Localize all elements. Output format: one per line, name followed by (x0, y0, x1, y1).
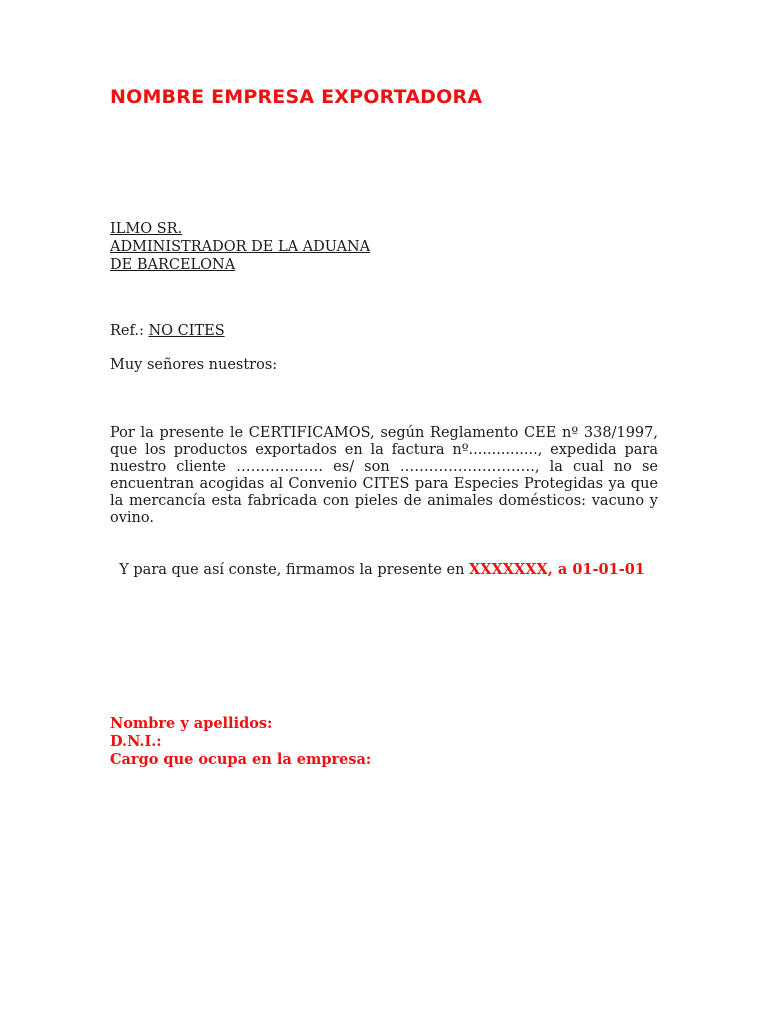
closing-paragraph (110, 561, 658, 579)
reference-line (110, 323, 225, 339)
place-date: XXXXXXX, a 01-01-01 (469, 561, 645, 578)
greeting: Muy señores nuestros: (110, 357, 278, 373)
addressee-office: ADMINISTRADOR DE LA ADUANA (110, 239, 371, 255)
certification-paragraph: Por la presente le CERTIFICAMOS, según Reglamento CEE nº 338/1997, que los productos exportados en la factura nº..............., expedida para nuestro cliente ……………… es/ son ………………………., la cual no se encuentran acogidas al Convenio CITES para Especies Protegidas ya que la mercancía esta fabricada con pieles de animales domésticos: vacuno y ovino. (110, 425, 658, 526)
company-name: NOMBRE EMPRESA EXPORTADORA (110, 86, 483, 108)
signature-dni-label: D.N.I.: (110, 733, 162, 750)
signature-name-label: Nombre y apellidos: (110, 715, 273, 732)
closing-text: Y para que así conste, firmamos la presente en (110, 562, 470, 578)
signature-position-label: Cargo que ocupa en la empresa: (110, 751, 372, 768)
addressee-city: DE BARCELONA (110, 257, 236, 273)
reference-value: NO CITES (148, 323, 225, 339)
signature-block (110, 715, 371, 769)
addressee-block (110, 220, 370, 274)
addressee-title: ILMO SR. (110, 221, 183, 237)
reference-label: Ref.: (110, 323, 149, 339)
